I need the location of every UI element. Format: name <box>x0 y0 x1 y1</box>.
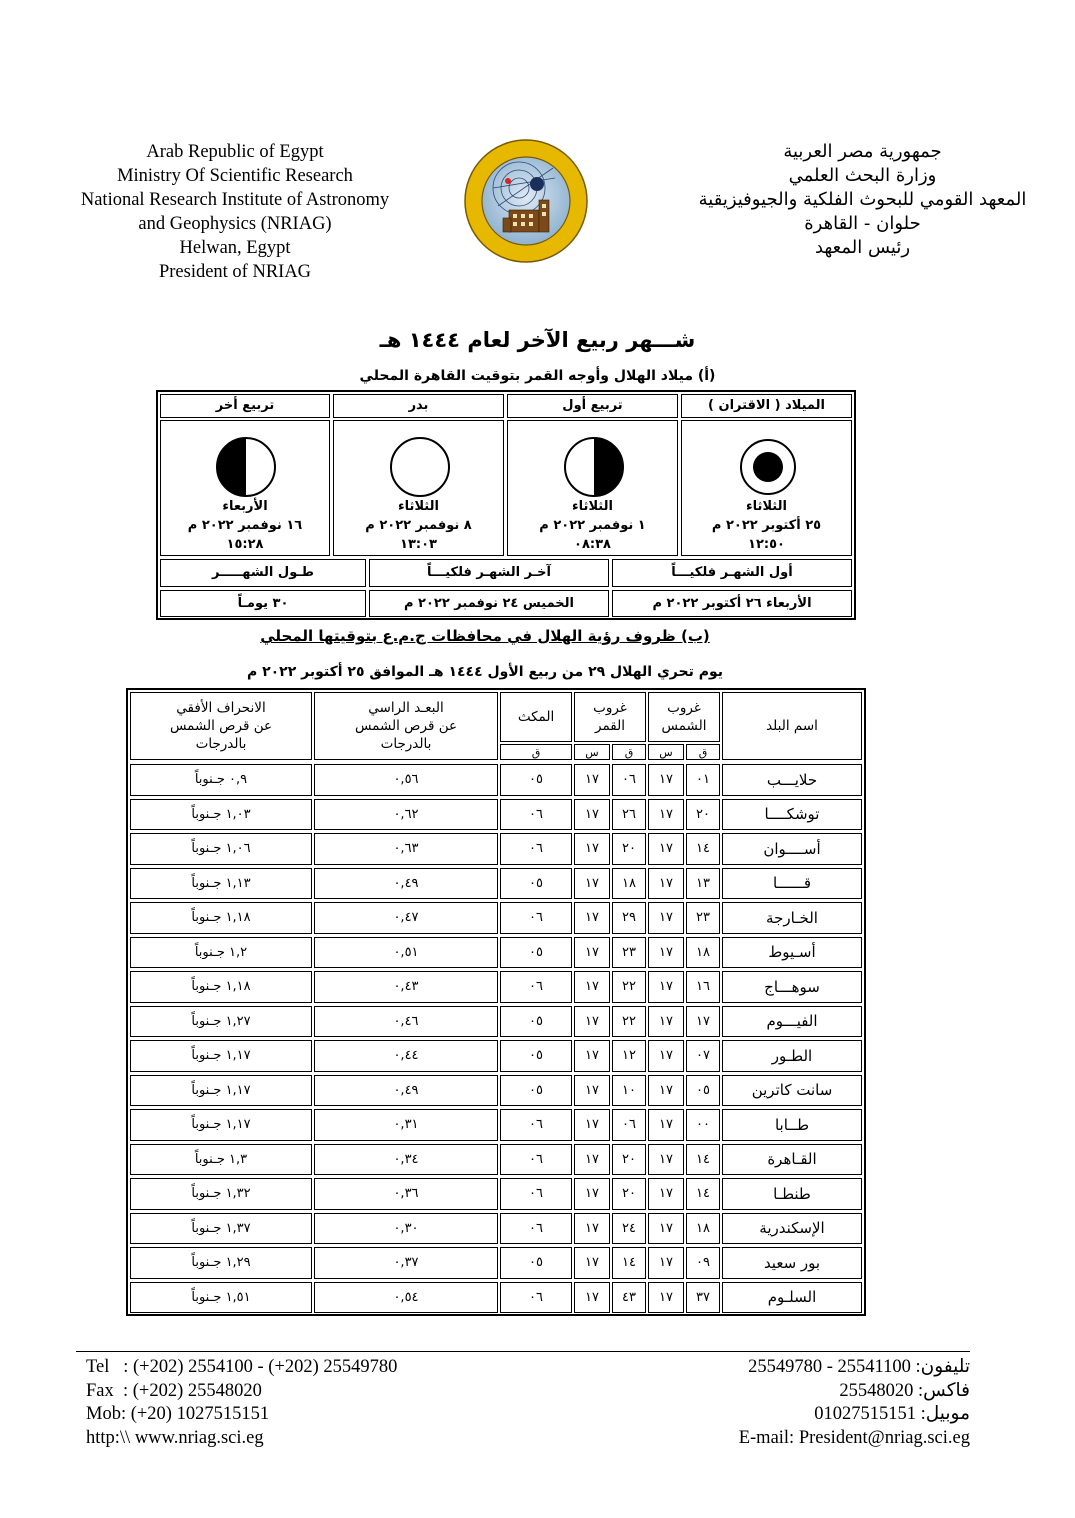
cell-moonset-hour: ١٧ <box>574 764 610 796</box>
cell-lag: ٠٥ <box>500 1040 572 1072</box>
cell-city: الطـور <box>722 1040 862 1072</box>
cell-sunset-hour: ١٧ <box>648 1213 684 1245</box>
cell-moonset-min: ١٤ <box>612 1247 646 1279</box>
col-header-city: اسم البلد <box>722 692 862 760</box>
cell-moonset-hour: ١٧ <box>574 799 610 831</box>
footer-tel: Tel : (+202) 2554100 - (+202) 25549780 <box>86 1357 398 1377</box>
cell-sunset-hour: ١٧ <box>648 1006 684 1038</box>
cell-sunset-hour: ١٧ <box>648 764 684 796</box>
cell-azimuth: ١,٣ جـنوباً <box>130 1144 312 1176</box>
cell-moonset-hour: ١٧ <box>574 902 610 934</box>
cell-altitude: ٠,٥٤ <box>314 1282 498 1314</box>
cell-altitude: ٠,٣٧ <box>314 1247 498 1279</box>
footer-ar-tel: تليفون: 25541100 - 25549780 <box>748 1357 970 1377</box>
cell-azimuth: ١,٢ جـنوباً <box>130 937 312 969</box>
phase-label-new: الميلاد ( الاقتران ) <box>681 394 852 418</box>
cell-moonset-min: ٠٦ <box>612 1109 646 1141</box>
header-en-line: and Geophysics (NRIAG) <box>138 214 332 234</box>
phase-date: ١٦ نوفمبر ٢٠٢٢ م <box>187 518 303 533</box>
footer-ar-fax: فاكس: 25548020 <box>839 1380 970 1401</box>
col-header-azimuth: الانحراف الأفقي عن قرص الشمس بالدرجات <box>130 692 312 760</box>
cell-sunset-hour: ١٧ <box>648 1109 684 1141</box>
col-header-lag-min: ق <box>500 744 572 760</box>
cell-city: سانت كاترين <box>722 1075 862 1107</box>
cell-altitude: ٠,٤٣ <box>314 971 498 1003</box>
cell-moonset-min: ١٨ <box>612 868 646 900</box>
cell-altitude: ٠,٤٧ <box>314 902 498 934</box>
cell-sunset-min: ٠١ <box>686 764 720 796</box>
cell-moonset-hour: ١٧ <box>574 1247 610 1279</box>
cell-sunset-min: ٢٠ <box>686 799 720 831</box>
phase-cell-new <box>681 420 852 556</box>
footer-fax: Fax : (+202) 25548020 <box>86 1380 262 1401</box>
cell-lag: ٠٥ <box>500 1247 572 1279</box>
cell-city: حلايـــب <box>722 764 862 796</box>
header-ar-line: حلوان - القاهرة <box>804 213 921 234</box>
cell-lag: ٠٥ <box>500 764 572 796</box>
cell-lag: ٠٦ <box>500 799 572 831</box>
cell-moonset-min: ٢٢ <box>612 1006 646 1038</box>
cell-azimuth: ١,٥١ جـنوباً <box>130 1282 312 1314</box>
phase-day: الثلاثاء <box>746 499 787 514</box>
cell-altitude: ٠,٥٦ <box>314 764 498 796</box>
cell-azimuth: ١,٢٧ جـنوباً <box>130 1006 312 1038</box>
phase-day: الثلاثاء <box>398 499 439 514</box>
col-header-moonset: غروب القمر <box>574 692 646 742</box>
col-header-sun-hour: س <box>648 744 684 760</box>
phase-label-full: بدر <box>333 394 504 418</box>
observation-day-line: يوم تحري الهلال ٢٩ من ربيع الأول ١٤٤٤ هـ الموافق ٢٥ أكتوبر ٢٠٢٢ م <box>246 664 724 680</box>
cell-moonset-min: ٠٦ <box>612 764 646 796</box>
month-length-value: ٣٠ يومـاً <box>160 590 366 617</box>
header-en-line: Helwan, Egypt <box>179 238 291 258</box>
cell-moonset-hour: ١٧ <box>574 868 610 900</box>
cell-city: القـاهرة <box>722 1144 862 1176</box>
footer-ar-mobile: موبيل: 01027515151 <box>814 1404 970 1424</box>
month-last-label: آخـر الشهـر فلكيـــاً <box>369 559 609 587</box>
cell-sunset-min: ٠٩ <box>686 1247 720 1279</box>
cell-sunset-hour: ١٧ <box>648 1178 684 1210</box>
cell-lag: ٠٦ <box>500 902 572 934</box>
col-header-sunset: غروب الشمس <box>648 692 720 742</box>
footer-mobile: Mob: (+20) 1027515151 <box>86 1404 270 1424</box>
cell-altitude: ٠,٤٤ <box>314 1040 498 1072</box>
cell-sunset-min: ٠٠ <box>686 1109 720 1141</box>
phase-time: ١٢:٥٠ <box>748 537 785 552</box>
phase-date: ١ نوفمبر ٢٠٢٢ م <box>539 518 646 533</box>
logo-seal-icon <box>463 138 589 264</box>
header-english <box>30 140 440 284</box>
cell-lag: ٠٥ <box>500 937 572 969</box>
header-ar-line: رئيس المعهد <box>814 237 911 258</box>
cell-altitude: ٠,٣١ <box>314 1109 498 1141</box>
cell-city: طنطـا <box>722 1178 862 1210</box>
cell-moonset-min: ٢٤ <box>612 1213 646 1245</box>
phase-label-first-quarter: تربيع أول <box>507 394 678 418</box>
cell-city: بور سعيد <box>722 1247 862 1279</box>
cell-moonset-min: ٤٣ <box>612 1282 646 1314</box>
cell-moonset-min: ٢٢ <box>612 971 646 1003</box>
cell-lag: ٠٦ <box>500 1282 572 1314</box>
cell-city: الإسكندرية <box>722 1213 862 1245</box>
cell-lag: ٠٦ <box>500 1144 572 1176</box>
header-ar-line: المعهد القومي للبحوث الفلكية والجيوفيزيقية <box>698 189 1027 210</box>
cell-city: السلـوم <box>722 1282 862 1314</box>
cell-city: طــابا <box>722 1109 862 1141</box>
cell-lag: ٠٦ <box>500 971 572 1003</box>
cell-moonset-min: ٢٣ <box>612 937 646 969</box>
cell-moonset-hour: ١٧ <box>574 1144 610 1176</box>
header-ar-line: جمهورية مصر العربية <box>783 141 942 162</box>
cell-altitude: ٠,٤٦ <box>314 1006 498 1038</box>
cell-moonset-hour: ١٧ <box>574 1006 610 1038</box>
cell-altitude: ٠,٣٠ <box>314 1213 498 1245</box>
header-en-line: Arab Republic of Egypt <box>146 142 324 162</box>
cell-moonset-hour: ١٧ <box>574 833 610 865</box>
cell-azimuth: ١,١٧ جـنوباً <box>130 1109 312 1141</box>
cell-azimuth: ١,٠٣ جـنوباً <box>130 799 312 831</box>
moon-phases-table <box>156 390 856 620</box>
phase-cell-full <box>333 420 504 556</box>
col-header-moon-hour: س <box>574 744 610 760</box>
phase-date: ٢٥ أكتوبر ٢٠٢٢ م <box>711 518 822 533</box>
cell-sunset-hour: ١٧ <box>648 971 684 1003</box>
cell-altitude: ٠,٥١ <box>314 937 498 969</box>
new-moon-icon <box>738 437 798 497</box>
cell-sunset-min: ١٤ <box>686 1178 720 1210</box>
col-header-altitude: البعـد الراسي عن قرص الشمس بالدرجات <box>314 692 498 760</box>
cell-sunset-min: ٢٣ <box>686 902 720 934</box>
cell-moonset-min: ٢٠ <box>612 1144 646 1176</box>
footer-divider <box>76 1351 970 1352</box>
cell-sunset-min: ١٨ <box>686 1213 720 1245</box>
col-header-lag: المكث <box>500 692 572 742</box>
cell-sunset-min: ٠٥ <box>686 1075 720 1107</box>
footer-english <box>86 1356 506 1450</box>
phase-label-last-quarter: تربيع أخر <box>160 394 330 418</box>
cell-azimuth: ١,١٧ جـنوباً <box>130 1075 312 1107</box>
header-ar-line: وزارة البحث العلمي <box>788 165 937 186</box>
month-first-label: أول الشهـر فلكيـــاً <box>612 559 852 587</box>
cell-altitude: ٠,٦٣ <box>314 833 498 865</box>
cell-lag: ٠٥ <box>500 1006 572 1038</box>
cell-sunset-hour: ١٧ <box>648 868 684 900</box>
header-en-line: National Research Institute of Astronomy <box>80 190 390 210</box>
cell-azimuth: ١,٢٩ جـنوباً <box>130 1247 312 1279</box>
page-title: شـــهر ربيع الآخر لعام ١٤٤٤ هـ <box>379 328 696 352</box>
cell-city: قــــــا <box>722 868 862 900</box>
footer-arabic <box>560 1356 970 1450</box>
full-moon-icon <box>388 435 452 499</box>
phase-time: ٠٨:٣٨ <box>574 537 611 552</box>
cell-sunset-hour: ١٧ <box>648 1040 684 1072</box>
phase-time: ١٣:٠٣ <box>400 537 437 552</box>
cell-city: الفيـــوم <box>722 1006 862 1038</box>
footer-email[interactable]: E-mail: President@nriag.sci.eg <box>738 1427 970 1448</box>
section-a-heading: (أ) ميلاد الهلال وأوجه القمر بتوقيت القاهرة المحلي <box>359 368 716 384</box>
cell-moonset-min: ١٢ <box>612 1040 646 1072</box>
cell-sunset-min: ٣٧ <box>686 1282 720 1314</box>
phase-cell-last-quarter <box>160 420 330 556</box>
header-en-line: Ministry Of Scientific Research <box>117 166 353 186</box>
cell-lag: ٠٦ <box>500 1213 572 1245</box>
section-b-heading: (ب) ظروف رؤية الهلال في محافظات ج.م.ع بتوقيتها المحلي <box>260 627 710 645</box>
institute-logo <box>463 138 589 264</box>
phase-date: ٨ نوفمبر ٢٠٢٢ م <box>365 518 472 533</box>
cell-azimuth: ١,١٧ جـنوباً <box>130 1040 312 1072</box>
cell-moonset-hour: ١٧ <box>574 1075 610 1107</box>
cell-altitude: ٠,٣٦ <box>314 1178 498 1210</box>
cell-sunset-hour: ١٧ <box>648 1144 684 1176</box>
cell-lag: ٠٦ <box>500 1109 572 1141</box>
phase-cell-first-quarter <box>507 420 678 556</box>
cell-sunset-hour: ١٧ <box>648 1282 684 1314</box>
cell-sunset-min: ١٣ <box>686 868 720 900</box>
cell-sunset-min: ١٤ <box>686 833 720 865</box>
cell-sunset-hour: ١٧ <box>648 1247 684 1279</box>
cell-azimuth: ١,٣٧ جـنوباً <box>130 1213 312 1245</box>
header-arabic <box>680 140 1045 260</box>
phase-day: الأربعاء <box>222 499 268 514</box>
cell-moonset-hour: ١٧ <box>574 1282 610 1314</box>
cell-altitude: ٠,٦٢ <box>314 799 498 831</box>
cell-sunset-min: ١٧ <box>686 1006 720 1038</box>
cell-moonset-hour: ١٧ <box>574 971 610 1003</box>
cell-sunset-min: ١٨ <box>686 937 720 969</box>
month-length-label: طـول الشهـــــر <box>160 559 366 587</box>
cell-azimuth: ١,٣٢ جـنوباً <box>130 1178 312 1210</box>
cell-sunset-min: ١٤ <box>686 1144 720 1176</box>
cell-azimuth: ٠,٩ جـنوباً <box>130 764 312 796</box>
cell-sunset-min: ٠٧ <box>686 1040 720 1072</box>
cell-moonset-hour: ١٧ <box>574 1040 610 1072</box>
cell-moonset-hour: ١٧ <box>574 1213 610 1245</box>
cell-altitude: ٠,٤٩ <box>314 868 498 900</box>
cell-sunset-min: ١٦ <box>686 971 720 1003</box>
col-header-sun-min: ق <box>686 744 720 760</box>
cell-altitude: ٠,٤٩ <box>314 1075 498 1107</box>
cell-azimuth: ١,١٨ جـنوباً <box>130 902 312 934</box>
cell-city: أسـيوط <box>722 937 862 969</box>
header-en-line: President of NRIAG <box>158 262 312 282</box>
cell-lag: ٠٥ <box>500 1075 572 1107</box>
cell-lag: ٠٦ <box>500 833 572 865</box>
cell-sunset-hour: ١٧ <box>648 833 684 865</box>
footer-website[interactable]: http:\\ www.nriag.sci.eg <box>86 1427 264 1448</box>
cell-sunset-hour: ١٧ <box>648 902 684 934</box>
cell-lag: ٠٥ <box>500 868 572 900</box>
cell-city: توشكــــا <box>722 799 862 831</box>
cell-sunset-hour: ١٧ <box>648 1075 684 1107</box>
cell-azimuth: ١,١٨ جـنوباً <box>130 971 312 1003</box>
cell-moonset-min: ١٠ <box>612 1075 646 1107</box>
cell-city: سوهـــاج <box>722 971 862 1003</box>
cell-city: الخـارجة <box>722 902 862 934</box>
cell-sunset-hour: ١٧ <box>648 799 684 831</box>
cell-altitude: ٠,٣٤ <box>314 1144 498 1176</box>
col-header-moon-min: ق <box>612 744 646 760</box>
cell-moonset-min: ٢٠ <box>612 1178 646 1210</box>
cell-azimuth: ١,١٣ جـنوباً <box>130 868 312 900</box>
cell-moonset-hour: ١٧ <box>574 1178 610 1210</box>
first-quarter-icon <box>562 435 626 499</box>
cell-moonset-min: ٢٠ <box>612 833 646 865</box>
cell-moonset-min: ٢٦ <box>612 799 646 831</box>
cell-azimuth: ١,٠٦ جـنوباً <box>130 833 312 865</box>
phase-day: الثلاثاء <box>572 499 613 514</box>
cell-city: أســــوان <box>722 833 862 865</box>
cell-moonset-hour: ١٧ <box>574 1109 610 1141</box>
cell-moonset-min: ٢٩ <box>612 902 646 934</box>
visibility-table <box>126 688 866 1316</box>
cell-sunset-hour: ١٧ <box>648 937 684 969</box>
cell-moonset-hour: ١٧ <box>574 937 610 969</box>
cell-lag: ٠٦ <box>500 1178 572 1210</box>
phase-time: ١٥:٢٨ <box>226 537 264 552</box>
month-first-value: الأربعاء ٢٦ أكتوبر ٢٠٢٢ م <box>612 590 852 617</box>
month-last-value: الخميس ٢٤ نوفمبر ٢٠٢٢ م <box>369 590 609 617</box>
last-quarter-icon <box>214 435 278 499</box>
